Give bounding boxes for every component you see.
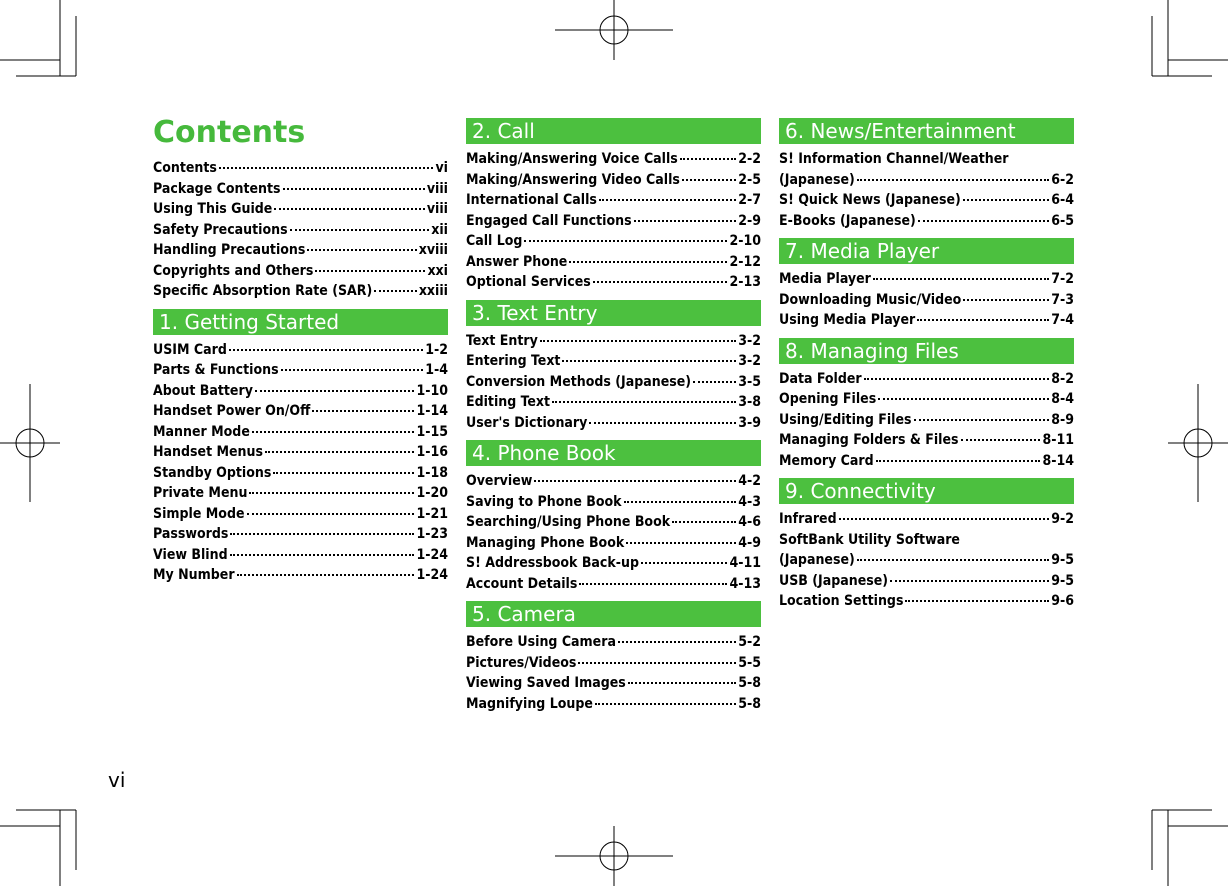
toc-entry-page: 1-18: [416, 464, 448, 481]
section-header: 9. Connectivity: [779, 478, 1074, 504]
dot-leader: [579, 583, 727, 585]
toc-entry[interactable]: [466, 413, 761, 434]
toc-entry-label-line: S! Information Channel/Weather: [779, 151, 1009, 167]
dot-leader: [857, 179, 1049, 181]
toc-entry-label: Viewing Saved Images: [466, 675, 626, 691]
toc-entry-page: 2-5: [738, 171, 761, 188]
toc-entry-page: 2-9: [738, 212, 761, 229]
dot-leader: [624, 501, 737, 503]
toc-entry-label: About Battery: [153, 382, 253, 399]
page-title: Contents: [153, 115, 306, 150]
dot-leader: [281, 369, 424, 371]
toc-entry-label: Safety Precautions: [153, 221, 288, 238]
toc-entry-page: 2-10: [729, 233, 761, 249]
toc-entry-label: Location Settings: [779, 593, 904, 609]
toc-section: [779, 478, 1074, 612]
toc-entry-page: 1-21: [416, 505, 448, 522]
toc-entry-page: 7-4: [1051, 312, 1074, 328]
toc-entry-page: 4-3: [738, 493, 761, 510]
dot-leader: [878, 398, 1049, 400]
toc-entry[interactable]: [466, 492, 761, 513]
toc-entry[interactable]: [779, 190, 1074, 211]
toc-entry-label: Overview: [466, 473, 533, 489]
toc-entry[interactable]: [153, 240, 448, 261]
toc-entry-label: Manner Mode: [153, 423, 250, 440]
toc-entry-label: Before Using Camera: [466, 634, 616, 650]
toc-entry-label: Simple Mode: [153, 505, 245, 522]
toc-entry[interactable]: [153, 442, 448, 463]
toc-entry-label: Managing Folders & Files: [779, 432, 959, 448]
toc-entry-label: USB (Japanese): [779, 572, 889, 589]
dot-leader: [249, 492, 414, 494]
toc-entry-page: 6-2: [1051, 171, 1074, 188]
toc-entry-label: Editing Text: [466, 394, 551, 410]
toc-entry-page: xviii: [418, 242, 448, 258]
toc-section: [779, 338, 1074, 472]
dot-leader: [618, 641, 736, 643]
toc-entry-page: xxiii: [418, 283, 448, 299]
toc-entry-page: 2-12: [729, 253, 761, 270]
toc-entry-label: Handset Menus: [153, 444, 263, 460]
toc-entry[interactable]: [779, 389, 1074, 410]
toc-entry-page: 4-6: [738, 514, 761, 530]
section-header: 1. Getting Started: [153, 309, 448, 335]
dot-leader: [963, 199, 1049, 201]
section-header: 6. News/Entertainment: [779, 118, 1074, 144]
toc-entry[interactable]: [153, 524, 448, 545]
dot-leader: [562, 360, 736, 362]
toc-entry[interactable]: [466, 673, 761, 694]
toc-entry-label: Pictures/Videos: [466, 654, 577, 671]
toc-entry-page: 7-2: [1051, 271, 1074, 287]
toc-entry-label: S! Quick News (Japanese): [779, 192, 961, 208]
toc-entry-label: Searching/Using Phone Book: [466, 514, 671, 530]
toc-entry-page: 7-3: [1051, 291, 1074, 308]
toc-entry-page: 5-8: [738, 675, 761, 691]
dot-leader: [876, 460, 1041, 462]
toc-entry[interactable]: [466, 653, 761, 674]
toc-entry[interactable]: [153, 179, 448, 200]
toc-entry-page: 6-5: [1051, 212, 1074, 229]
section-header: 3. Text Entry: [466, 300, 761, 326]
dot-leader: [634, 220, 737, 222]
toc-entry-label: Engaged Call Functions: [466, 212, 632, 229]
toc-entry-page: 1-24: [416, 567, 448, 583]
dot-leader: [599, 199, 736, 201]
toc-entry-label: Copyrights and Others: [153, 262, 314, 279]
toc-entry[interactable]: [779, 430, 1074, 451]
toc-entry-label: (Japanese): [779, 552, 855, 568]
dot-leader: [219, 167, 434, 169]
page-number: vi: [108, 768, 126, 792]
toc-entry-page: 4-11: [729, 555, 761, 571]
toc-entry[interactable]: [466, 533, 761, 554]
toc-entry-page: vi: [435, 160, 448, 176]
toc-entry-page: 8-14: [1042, 452, 1074, 469]
dot-leader: [290, 229, 430, 231]
toc-entry-page: xii: [431, 221, 448, 238]
dot-leader: [628, 682, 736, 684]
toc-entry-page: 3-5: [738, 373, 761, 390]
toc-entry[interactable]: [153, 381, 448, 402]
toc-entry-label: Magnifying Loupe: [466, 695, 593, 712]
toc-entry-label: User's Dictionary: [466, 414, 588, 431]
toc-entry-page: 2-2: [738, 151, 761, 167]
toc-entry-label: Parts & Functions: [153, 362, 279, 378]
toc-entry-label: Private Menu: [153, 485, 248, 501]
dot-leader: [839, 518, 1050, 520]
toc-entry-page: 8-11: [1042, 432, 1074, 448]
toc-entry-label: Opening Files: [779, 391, 877, 407]
toc-entry-page: 2-13: [729, 274, 761, 290]
toc-entry-page: viii: [426, 180, 448, 197]
dot-leader: [589, 422, 736, 424]
toc-entry-page: 5-5: [738, 654, 761, 671]
toc-entry[interactable]: [779, 591, 1074, 612]
toc-entry-label: Making/Answering Voice Calls: [466, 151, 678, 167]
dot-leader: [252, 431, 415, 433]
toc-entry[interactable]: [466, 471, 761, 492]
toc-entry[interactable]: [779, 170, 1074, 191]
toc-entry-page: 3-8: [738, 394, 761, 410]
dot-leader: [237, 574, 415, 576]
toc-entry-page: 6-4: [1051, 192, 1074, 208]
toc-entry-page: 1-14: [416, 403, 448, 419]
toc-entry-label: Saving to Phone Book: [466, 493, 622, 510]
dot-leader: [961, 439, 1041, 441]
dot-leader: [918, 220, 1049, 222]
dot-leader: [917, 319, 1049, 321]
dot-leader: [914, 419, 1050, 421]
toc-entry-label: E-Books (Japanese): [779, 212, 916, 229]
dot-leader: [274, 208, 425, 210]
dot-leader: [230, 533, 414, 535]
dot-leader: [595, 703, 736, 705]
toc-entry[interactable]: [466, 574, 761, 595]
toc-entry[interactable]: [153, 401, 448, 422]
toc-entry[interactable]: [779, 410, 1074, 431]
dot-leader: [315, 270, 425, 272]
toc-entry-page: 4-9: [738, 534, 761, 551]
dot-leader: [540, 340, 736, 342]
toc-entry-label: View Blind: [153, 546, 228, 563]
dot-leader: [857, 559, 1049, 561]
toc-section: [466, 440, 761, 594]
toc-entry-page: 8-2: [1051, 370, 1074, 387]
toc-entry-label: Call Log: [466, 233, 523, 249]
toc-entry-label: International Calls: [466, 192, 597, 208]
front-matter-list: [153, 158, 448, 302]
toc-entry-page: 1-16: [416, 444, 448, 460]
dot-leader: [693, 381, 736, 383]
toc-entry[interactable]: [466, 392, 761, 413]
dot-leader: [283, 188, 425, 190]
toc-entry-label-line: SoftBank Utility Software: [779, 531, 960, 548]
dot-leader: [626, 542, 736, 544]
toc-entry-page: 1-4: [425, 362, 448, 378]
toc-entry[interactable]: [779, 211, 1074, 232]
toc-entry[interactable]: [466, 512, 761, 533]
dot-leader: [552, 401, 736, 403]
toc-entry-page: 9-6: [1051, 593, 1074, 609]
toc-entry[interactable]: [779, 451, 1074, 472]
toc-section: [466, 300, 761, 434]
dot-leader: [578, 662, 736, 664]
toc-entry-page: 3-9: [738, 414, 761, 431]
toc-entry[interactable]: [466, 553, 761, 574]
dot-leader: [229, 349, 423, 351]
toc-entry-page: 1-15: [416, 423, 448, 440]
toc-entry-label: Contents: [153, 160, 217, 176]
toc-entry-page: 5-2: [738, 634, 761, 650]
toc-entry[interactable]: [153, 261, 448, 282]
toc-entry-page: 9-5: [1051, 552, 1074, 568]
toc-entry[interactable]: [466, 272, 761, 293]
dot-leader: [682, 179, 736, 181]
toc-entry-page: 8-4: [1051, 391, 1074, 407]
toc-section: [466, 118, 761, 293]
toc-entry[interactable]: [779, 550, 1074, 571]
toc-entry[interactable]: [153, 422, 448, 443]
toc-entry[interactable]: [466, 372, 761, 393]
toc-entry-label: Account Details: [466, 575, 578, 592]
toc-entry[interactable]: [153, 565, 448, 586]
toc-entry-page: 3-2: [738, 332, 761, 349]
toc-section: [779, 118, 1074, 231]
toc-entry-label: USIM Card: [153, 341, 227, 358]
toc-entry[interactable]: [466, 149, 761, 170]
toc-entry-label: Standby Options: [153, 464, 272, 481]
toc-entry[interactable]: [779, 269, 1074, 290]
dot-leader: [864, 378, 1050, 380]
section-header: 8. Managing Files: [779, 338, 1074, 364]
toc-entry[interactable]: [466, 252, 761, 273]
dot-leader: [569, 261, 727, 263]
toc-entry-label: Answer Phone: [466, 253, 568, 270]
toc-entry-label: Memory Card: [779, 452, 874, 469]
section-header: 7. Media Player: [779, 238, 1074, 264]
toc-entry-page: 8-9: [1051, 411, 1074, 428]
toc-entry-label: Passwords: [153, 526, 229, 542]
toc-entry-page: 9-2: [1051, 511, 1074, 527]
toc-entry-page: 1-10: [416, 382, 448, 399]
dot-leader: [374, 290, 417, 292]
dot-leader: [534, 480, 736, 482]
toc-entry[interactable]: [466, 632, 761, 653]
toc-entry-label: My Number: [153, 567, 235, 583]
section-header: 4. Phone Book: [466, 440, 761, 466]
toc-entry-page: xxi: [427, 262, 448, 279]
toc-entry[interactable]: [466, 231, 761, 252]
toc-entry-page: 1-2: [425, 341, 448, 358]
toc-entry[interactable]: [153, 463, 448, 484]
toc-entry-page: viii: [426, 201, 448, 217]
dot-leader: [255, 390, 415, 392]
toc-entry-label: Using This Guide: [153, 201, 273, 217]
toc-entry[interactable]: [466, 331, 761, 352]
dot-leader: [312, 410, 414, 412]
toc-entry-page: 4-2: [738, 473, 761, 489]
dot-leader: [641, 562, 728, 564]
toc-entry-label: S! Addressbook Back-up: [466, 555, 639, 571]
dot-leader: [963, 299, 1049, 301]
toc-entry[interactable]: [779, 310, 1074, 331]
dot-leader: [905, 600, 1049, 602]
toc-entry[interactable]: [153, 340, 448, 361]
toc-entry[interactable]: [466, 694, 761, 715]
toc-entry-label: Specific Absorption Rate (SAR): [153, 283, 373, 299]
toc-entry-label: Using/Editing Files: [779, 411, 912, 428]
toc-entry[interactable]: [466, 351, 761, 372]
toc-entry-page: 9-5: [1051, 572, 1074, 589]
dot-leader: [873, 278, 1049, 280]
toc-entry-label: Making/Answering Video Calls: [466, 171, 680, 188]
toc-entry[interactable]: [153, 483, 448, 504]
toc-section: [466, 601, 761, 714]
toc-entry-label: Entering Text: [466, 353, 561, 369]
toc-section: [153, 309, 448, 586]
toc-section: [779, 238, 1074, 331]
toc-entry-label: Text Entry: [466, 332, 538, 349]
toc-column-1: [153, 158, 448, 586]
toc-entry[interactable]: [153, 360, 448, 381]
toc-entry-label: (Japanese): [779, 171, 855, 188]
toc-entry[interactable]: [153, 158, 448, 179]
toc-entry-page: 3-2: [738, 353, 761, 369]
toc-entry-page: 4-13: [729, 575, 761, 592]
toc-entry-label: Handset Power On/Off: [153, 403, 311, 419]
dot-leader: [672, 521, 736, 523]
dot-leader: [524, 240, 727, 242]
toc-column-2: [466, 118, 761, 714]
toc-entry-label: Optional Services: [466, 274, 591, 290]
toc-entry-label: Downloading Music/Video: [779, 291, 962, 308]
toc-entry-label: Media Player: [779, 271, 871, 287]
toc-entry-label: Handling Precautions: [153, 242, 306, 258]
toc-entry-label: Conversion Methods (Japanese): [466, 373, 692, 390]
toc-entry[interactable]: [466, 170, 761, 191]
dot-leader: [273, 472, 414, 474]
toc-entry-label: Managing Phone Book: [466, 534, 625, 551]
toc-entry[interactable]: [466, 190, 761, 211]
toc-column-3: [779, 118, 1074, 612]
toc-entry[interactable]: [466, 211, 761, 232]
toc-entry[interactable]: [153, 220, 448, 241]
toc-entry[interactable]: [779, 571, 1074, 592]
toc-entry-label: Infrared: [779, 511, 837, 527]
toc-entry[interactable]: [153, 199, 448, 220]
toc-entry-page: 1-23: [416, 526, 448, 542]
dot-leader: [890, 580, 1049, 582]
toc-entry-page: 5-8: [738, 695, 761, 712]
toc-entry[interactable]: [153, 545, 448, 566]
dot-leader: [593, 281, 728, 283]
toc-entry-label: Data Folder: [779, 370, 862, 387]
toc-entry-page: 1-20: [416, 485, 448, 501]
section-header: 2. Call: [466, 118, 761, 144]
toc-entry-label: Package Contents: [153, 180, 281, 197]
dot-leader: [230, 554, 415, 556]
dot-leader: [247, 513, 415, 515]
dot-leader: [307, 249, 416, 251]
section-header: 5. Camera: [466, 601, 761, 627]
toc-entry[interactable]: [779, 290, 1074, 311]
toc-entry[interactable]: [153, 504, 448, 525]
toc-entry[interactable]: [779, 369, 1074, 390]
toc-entry-label: Using Media Player: [779, 312, 916, 328]
toc-entry-page: 2-7: [738, 192, 761, 208]
dot-leader: [265, 451, 414, 453]
toc-entry[interactable]: [153, 281, 448, 302]
toc-entry-page: 1-24: [416, 546, 448, 563]
dot-leader: [680, 158, 736, 160]
toc-entry[interactable]: [779, 509, 1074, 530]
